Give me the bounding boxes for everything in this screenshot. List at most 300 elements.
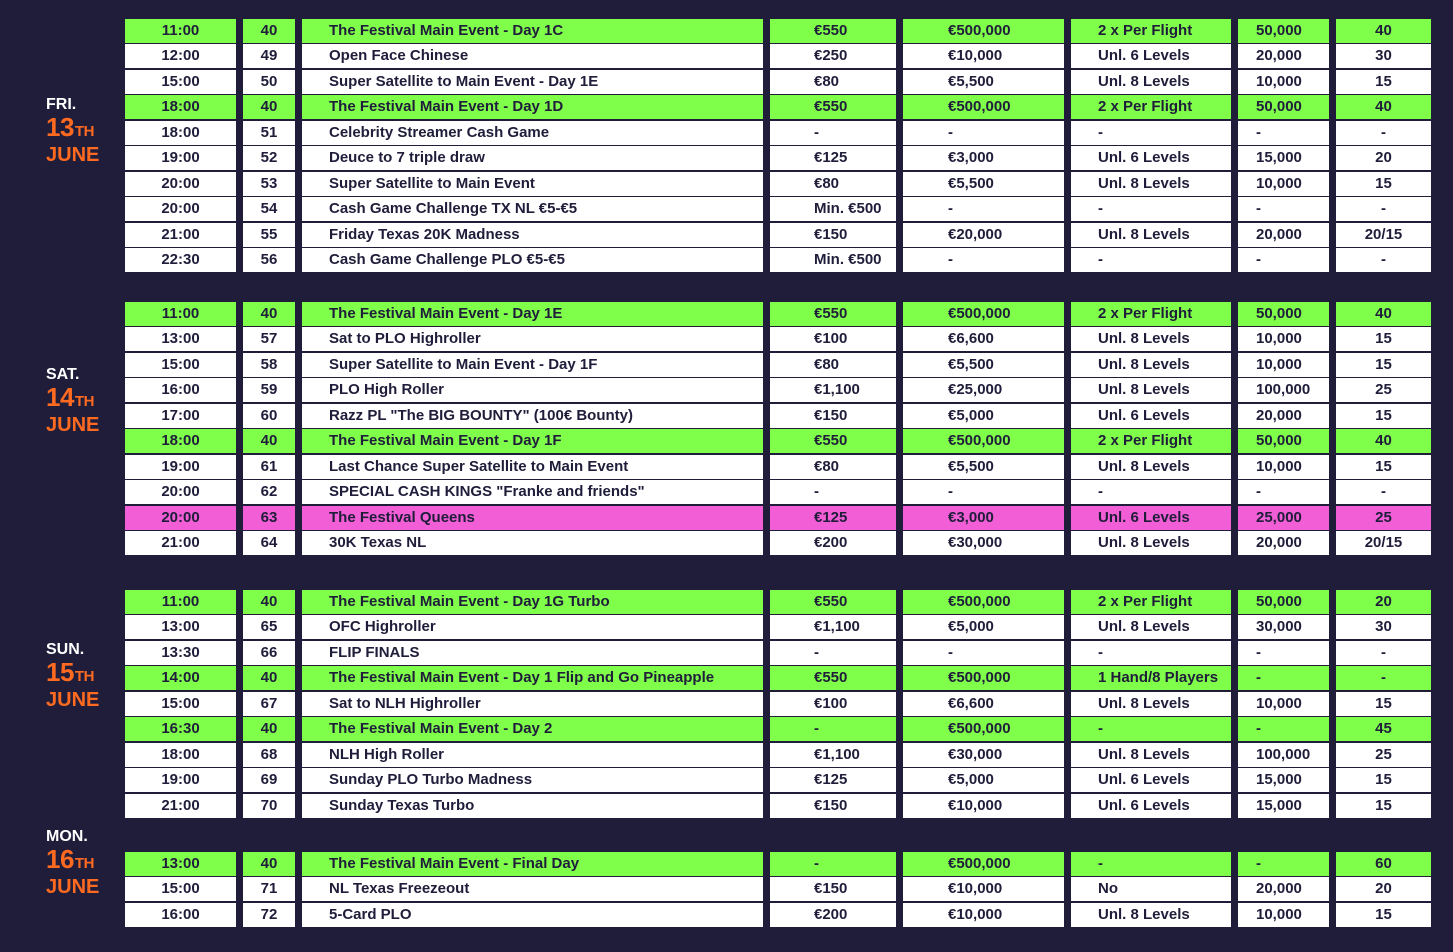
event-number-cell: 40 bbox=[243, 429, 295, 453]
re-entry-cell: - bbox=[1071, 480, 1231, 504]
time-cell: 22:30 bbox=[125, 248, 236, 272]
buyin-cell: €1,100 bbox=[770, 378, 896, 402]
schedule-row bbox=[0, 903, 1453, 927]
time-cell: 19:00 bbox=[125, 455, 236, 479]
day-of-week: SAT. bbox=[46, 366, 80, 383]
schedule-row bbox=[0, 19, 1453, 43]
starting-stack-cell: 50,000 bbox=[1238, 302, 1329, 326]
time-cell: 19:00 bbox=[125, 146, 236, 170]
prize-pool-cell: €25,000 bbox=[903, 378, 1064, 402]
prize-pool-cell: €10,000 bbox=[903, 903, 1064, 927]
time-cell: 13:00 bbox=[125, 615, 236, 639]
time-cell: 15:00 bbox=[125, 692, 236, 716]
level-minutes-cell: 25 bbox=[1336, 378, 1431, 402]
prize-pool-cell: €6,600 bbox=[903, 692, 1064, 716]
buyin-cell: €150 bbox=[770, 223, 896, 247]
time-cell: 13:30 bbox=[125, 641, 236, 665]
prize-pool-cell: €500,000 bbox=[903, 666, 1064, 690]
starting-stack-cell: 10,000 bbox=[1238, 455, 1329, 479]
event-number-cell: 69 bbox=[243, 768, 295, 792]
starting-stack-cell: - bbox=[1238, 248, 1329, 272]
event-number-cell: 40 bbox=[243, 717, 295, 741]
re-entry-cell: - bbox=[1071, 197, 1231, 221]
event-name-cell: SPECIAL CASH KINGS "Franke and friends" bbox=[302, 480, 763, 504]
event-number-cell: 51 bbox=[243, 121, 295, 145]
starting-stack-cell: 20,000 bbox=[1238, 877, 1329, 901]
time-cell: 18:00 bbox=[125, 429, 236, 453]
event-name-cell: Sat to NLH Highroller bbox=[302, 692, 763, 716]
level-minutes-cell: 40 bbox=[1336, 95, 1431, 119]
event-number-cell: 65 bbox=[243, 615, 295, 639]
buyin-cell: €80 bbox=[770, 70, 896, 94]
level-minutes-cell: 30 bbox=[1336, 615, 1431, 639]
re-entry-cell: Unl. 8 Levels bbox=[1071, 903, 1231, 927]
schedule-row bbox=[0, 794, 1453, 818]
starting-stack-cell: - bbox=[1238, 121, 1329, 145]
time-cell: 16:00 bbox=[125, 903, 236, 927]
buyin-cell: €100 bbox=[770, 327, 896, 351]
re-entry-cell: - bbox=[1071, 852, 1231, 876]
prize-pool-cell: €5,500 bbox=[903, 70, 1064, 94]
buyin-cell: €550 bbox=[770, 19, 896, 43]
re-entry-cell: Unl. 6 Levels bbox=[1071, 768, 1231, 792]
starting-stack-cell: 15,000 bbox=[1238, 146, 1329, 170]
buyin-cell: €150 bbox=[770, 794, 896, 818]
level-minutes-cell: - bbox=[1336, 666, 1431, 690]
schedule-row bbox=[0, 768, 1453, 792]
re-entry-cell: Unl. 8 Levels bbox=[1071, 615, 1231, 639]
schedule-row bbox=[0, 302, 1453, 326]
starting-stack-cell: 10,000 bbox=[1238, 172, 1329, 196]
buyin-cell: €550 bbox=[770, 666, 896, 690]
time-cell: 11:00 bbox=[125, 590, 236, 614]
level-minutes-cell: - bbox=[1336, 121, 1431, 145]
level-minutes-cell: 20 bbox=[1336, 877, 1431, 901]
prize-pool-cell: €500,000 bbox=[903, 302, 1064, 326]
prize-pool-cell: €500,000 bbox=[903, 852, 1064, 876]
prize-pool-cell: €10,000 bbox=[903, 877, 1064, 901]
re-entry-cell: Unl. 8 Levels bbox=[1071, 327, 1231, 351]
buyin-cell: Min. €500 bbox=[770, 248, 896, 272]
event-number-cell: 49 bbox=[243, 44, 295, 68]
level-minutes-cell: 40 bbox=[1336, 302, 1431, 326]
re-entry-cell: Unl. 8 Levels bbox=[1071, 743, 1231, 767]
level-minutes-cell: 40 bbox=[1336, 19, 1431, 43]
schedule-row bbox=[0, 852, 1453, 876]
starting-stack-cell: - bbox=[1238, 641, 1329, 665]
event-name-cell: The Festival Main Event - Day 1E bbox=[302, 302, 763, 326]
starting-stack-cell: 50,000 bbox=[1238, 19, 1329, 43]
event-number-cell: 58 bbox=[243, 353, 295, 377]
event-number-cell: 40 bbox=[243, 590, 295, 614]
event-name-cell: Razz PL "The BIG BOUNTY" (100€ Bounty) bbox=[302, 404, 763, 428]
level-minutes-cell: 15 bbox=[1336, 172, 1431, 196]
schedule-row bbox=[0, 404, 1453, 428]
event-number-cell: 67 bbox=[243, 692, 295, 716]
event-name-cell: Super Satellite to Main Event - Day 1F bbox=[302, 353, 763, 377]
time-cell: 15:00 bbox=[125, 877, 236, 901]
event-name-cell: The Festival Main Event - Day 1G Turbo bbox=[302, 590, 763, 614]
buyin-cell: €80 bbox=[770, 172, 896, 196]
starting-stack-cell: 30,000 bbox=[1238, 615, 1329, 639]
level-minutes-cell: 15 bbox=[1336, 794, 1431, 818]
schedule-row bbox=[0, 172, 1453, 196]
buyin-cell: €100 bbox=[770, 692, 896, 716]
schedule-row bbox=[0, 641, 1453, 665]
event-name-cell: 5-Card PLO bbox=[302, 903, 763, 927]
level-minutes-cell: 40 bbox=[1336, 429, 1431, 453]
time-cell: 11:00 bbox=[125, 302, 236, 326]
event-name-cell: Open Face Chinese bbox=[302, 44, 763, 68]
prize-pool-cell: €500,000 bbox=[903, 95, 1064, 119]
buyin-cell: €125 bbox=[770, 146, 896, 170]
re-entry-cell: Unl. 8 Levels bbox=[1071, 531, 1231, 555]
starting-stack-cell: 10,000 bbox=[1238, 353, 1329, 377]
prize-pool-cell: €5,000 bbox=[903, 768, 1064, 792]
level-minutes-cell: - bbox=[1336, 480, 1431, 504]
time-cell: 17:00 bbox=[125, 404, 236, 428]
event-name-cell: The Festival Queens bbox=[302, 506, 763, 530]
event-name-cell: The Festival Main Event - Final Day bbox=[302, 852, 763, 876]
starting-stack-cell: 50,000 bbox=[1238, 95, 1329, 119]
day-suffix: TH bbox=[74, 393, 94, 410]
time-cell: 14:00 bbox=[125, 666, 236, 690]
event-name-cell: PLO High Roller bbox=[302, 378, 763, 402]
level-minutes-cell: 15 bbox=[1336, 70, 1431, 94]
schedule-row bbox=[0, 223, 1453, 247]
event-number-cell: 61 bbox=[243, 455, 295, 479]
day-number: 15 bbox=[46, 657, 74, 687]
event-number-cell: 40 bbox=[243, 302, 295, 326]
level-minutes-cell: 45 bbox=[1336, 717, 1431, 741]
event-name-cell: FLIP FINALS bbox=[302, 641, 763, 665]
event-name-cell: Sat to PLO Highroller bbox=[302, 327, 763, 351]
level-minutes-cell: 20/15 bbox=[1336, 531, 1431, 555]
event-name-cell: Last Chance Super Satellite to Main Event bbox=[302, 455, 763, 479]
schedule-row bbox=[0, 353, 1453, 377]
prize-pool-cell: €30,000 bbox=[903, 531, 1064, 555]
re-entry-cell: Unl. 6 Levels bbox=[1071, 794, 1231, 818]
time-cell: 11:00 bbox=[125, 19, 236, 43]
event-name-cell: Sunday Texas Turbo bbox=[302, 794, 763, 818]
starting-stack-cell: 100,000 bbox=[1238, 378, 1329, 402]
schedule-row bbox=[0, 877, 1453, 901]
re-entry-cell: Unl. 8 Levels bbox=[1071, 223, 1231, 247]
buyin-cell: €200 bbox=[770, 903, 896, 927]
re-entry-cell: Unl. 6 Levels bbox=[1071, 44, 1231, 68]
day-month: JUNE bbox=[46, 876, 100, 898]
time-cell: 18:00 bbox=[125, 743, 236, 767]
schedule-row bbox=[0, 531, 1453, 555]
buyin-cell: €80 bbox=[770, 353, 896, 377]
event-name-cell: The Festival Main Event - Day 1D bbox=[302, 95, 763, 119]
schedule-row bbox=[0, 666, 1453, 690]
day-suffix: TH bbox=[74, 668, 94, 685]
level-minutes-cell: - bbox=[1336, 197, 1431, 221]
event-name-cell: The Festival Main Event - Day 1C bbox=[302, 19, 763, 43]
event-number-cell: 55 bbox=[243, 223, 295, 247]
level-minutes-cell: 15 bbox=[1336, 903, 1431, 927]
time-cell: 18:00 bbox=[125, 95, 236, 119]
event-name-cell: Cash Game Challenge PLO €5-€5 bbox=[302, 248, 763, 272]
prize-pool-cell: €5,500 bbox=[903, 353, 1064, 377]
schedule-row bbox=[0, 455, 1453, 479]
re-entry-cell: Unl. 6 Levels bbox=[1071, 146, 1231, 170]
level-minutes-cell: 20 bbox=[1336, 590, 1431, 614]
starting-stack-cell: - bbox=[1238, 480, 1329, 504]
schedule-row bbox=[0, 506, 1453, 530]
event-number-cell: 72 bbox=[243, 903, 295, 927]
event-number-cell: 63 bbox=[243, 506, 295, 530]
schedule-row bbox=[0, 429, 1453, 453]
starting-stack-cell: 15,000 bbox=[1238, 794, 1329, 818]
prize-pool-cell: - bbox=[903, 197, 1064, 221]
level-minutes-cell: 15 bbox=[1336, 455, 1431, 479]
buyin-cell: €125 bbox=[770, 506, 896, 530]
prize-pool-cell: €3,000 bbox=[903, 146, 1064, 170]
event-name-cell: Sunday PLO Turbo Madness bbox=[302, 768, 763, 792]
buyin-cell: - bbox=[770, 480, 896, 504]
buyin-cell: €150 bbox=[770, 404, 896, 428]
event-number-cell: 66 bbox=[243, 641, 295, 665]
buyin-cell: - bbox=[770, 717, 896, 741]
starting-stack-cell: 15,000 bbox=[1238, 768, 1329, 792]
re-entry-cell: Unl. 6 Levels bbox=[1071, 404, 1231, 428]
prize-pool-cell: €500,000 bbox=[903, 19, 1064, 43]
event-name-cell: Super Satellite to Main Event - Day 1E bbox=[302, 70, 763, 94]
buyin-cell: Min. €500 bbox=[770, 197, 896, 221]
time-cell: 21:00 bbox=[125, 223, 236, 247]
event-name-cell: The Festival Main Event - Day 1 Flip and Go Pineapple bbox=[302, 666, 763, 690]
time-cell: 20:00 bbox=[125, 480, 236, 504]
buyin-cell: - bbox=[770, 641, 896, 665]
prize-pool-cell: €500,000 bbox=[903, 590, 1064, 614]
prize-pool-cell: - bbox=[903, 641, 1064, 665]
starting-stack-cell: 10,000 bbox=[1238, 327, 1329, 351]
event-number-cell: 57 bbox=[243, 327, 295, 351]
event-number-cell: 68 bbox=[243, 743, 295, 767]
event-name-cell: NLH High Roller bbox=[302, 743, 763, 767]
starting-stack-cell: 20,000 bbox=[1238, 44, 1329, 68]
level-minutes-cell: 60 bbox=[1336, 852, 1431, 876]
buyin-cell: €1,100 bbox=[770, 743, 896, 767]
buyin-cell: €550 bbox=[770, 590, 896, 614]
level-minutes-cell: - bbox=[1336, 248, 1431, 272]
day-number: 14 bbox=[46, 382, 74, 412]
time-cell: 13:00 bbox=[125, 852, 236, 876]
event-number-cell: 52 bbox=[243, 146, 295, 170]
event-name-cell: OFC Highroller bbox=[302, 615, 763, 639]
day-of-week: MON. bbox=[46, 828, 88, 845]
re-entry-cell: 2 x Per Flight bbox=[1071, 95, 1231, 119]
event-name-cell: 30K Texas NL bbox=[302, 531, 763, 555]
time-cell: 20:00 bbox=[125, 172, 236, 196]
prize-pool-cell: €10,000 bbox=[903, 794, 1064, 818]
schedule-row bbox=[0, 95, 1453, 119]
event-number-cell: 40 bbox=[243, 852, 295, 876]
re-entry-cell: Unl. 8 Levels bbox=[1071, 172, 1231, 196]
time-cell: 13:00 bbox=[125, 327, 236, 351]
starting-stack-cell: 10,000 bbox=[1238, 903, 1329, 927]
level-minutes-cell: 15 bbox=[1336, 404, 1431, 428]
re-entry-cell: Unl. 8 Levels bbox=[1071, 353, 1231, 377]
buyin-cell: €550 bbox=[770, 302, 896, 326]
starting-stack-cell: 20,000 bbox=[1238, 404, 1329, 428]
day-suffix: TH bbox=[74, 123, 94, 140]
schedule-row bbox=[0, 378, 1453, 402]
schedule-row bbox=[0, 689, 1453, 716]
day-suffix: TH bbox=[74, 855, 94, 872]
re-entry-cell: No bbox=[1071, 877, 1231, 901]
time-cell: 19:00 bbox=[125, 768, 236, 792]
starting-stack-cell: - bbox=[1238, 717, 1329, 741]
schedule-row bbox=[0, 70, 1453, 94]
event-number-cell: 53 bbox=[243, 172, 295, 196]
prize-pool-cell: €3,000 bbox=[903, 506, 1064, 530]
time-cell: 16:30 bbox=[125, 717, 236, 741]
time-cell: 16:00 bbox=[125, 378, 236, 402]
buyin-cell: €250 bbox=[770, 44, 896, 68]
level-minutes-cell: - bbox=[1336, 641, 1431, 665]
prize-pool-cell: €5,500 bbox=[903, 172, 1064, 196]
day-number: 16 bbox=[46, 844, 74, 874]
prize-pool-cell: - bbox=[903, 480, 1064, 504]
re-entry-cell: - bbox=[1071, 248, 1231, 272]
re-entry-cell: Unl. 8 Levels bbox=[1071, 455, 1231, 479]
buyin-cell: €80 bbox=[770, 455, 896, 479]
level-minutes-cell: 25 bbox=[1336, 506, 1431, 530]
event-number-cell: 54 bbox=[243, 197, 295, 221]
event-name-cell: Celebrity Streamer Cash Game bbox=[302, 121, 763, 145]
buyin-cell: - bbox=[770, 852, 896, 876]
buyin-cell: - bbox=[770, 121, 896, 145]
re-entry-cell: - bbox=[1071, 121, 1231, 145]
event-number-cell: 40 bbox=[243, 19, 295, 43]
event-number-cell: 64 bbox=[243, 531, 295, 555]
starting-stack-cell: 20,000 bbox=[1238, 531, 1329, 555]
prize-pool-cell: - bbox=[903, 121, 1064, 145]
event-name-cell: The Festival Main Event - Day 2 bbox=[302, 717, 763, 741]
starting-stack-cell: 50,000 bbox=[1238, 590, 1329, 614]
prize-pool-cell: - bbox=[903, 248, 1064, 272]
event-number-cell: 62 bbox=[243, 480, 295, 504]
event-name-cell: Cash Game Challenge TX NL €5-€5 bbox=[302, 197, 763, 221]
re-entry-cell: 2 x Per Flight bbox=[1071, 302, 1231, 326]
level-minutes-cell: 15 bbox=[1336, 353, 1431, 377]
schedule-row bbox=[0, 480, 1453, 504]
re-entry-cell: 1 Hand/8 Players bbox=[1071, 666, 1231, 690]
schedule-row bbox=[0, 146, 1453, 170]
prize-pool-cell: €5,000 bbox=[903, 615, 1064, 639]
schedule-row bbox=[0, 590, 1453, 614]
time-cell: 15:00 bbox=[125, 70, 236, 94]
starting-stack-cell: - bbox=[1238, 852, 1329, 876]
day-of-week: FRI. bbox=[46, 96, 77, 113]
schedule-row bbox=[0, 44, 1453, 68]
starting-stack-cell: 100,000 bbox=[1238, 743, 1329, 767]
event-name-cell: Deuce to 7 triple draw bbox=[302, 146, 763, 170]
event-name-cell: NL Texas Freezeout bbox=[302, 877, 763, 901]
re-entry-cell: Unl. 8 Levels bbox=[1071, 692, 1231, 716]
event-number-cell: 71 bbox=[243, 877, 295, 901]
day-month: JUNE bbox=[46, 414, 100, 436]
re-entry-cell: 2 x Per Flight bbox=[1071, 429, 1231, 453]
buyin-cell: €550 bbox=[770, 95, 896, 119]
event-number-cell: 40 bbox=[243, 666, 295, 690]
level-minutes-cell: 15 bbox=[1336, 692, 1431, 716]
event-name-cell: Friday Texas 20K Madness bbox=[302, 223, 763, 247]
level-minutes-cell: 20/15 bbox=[1336, 223, 1431, 247]
re-entry-cell: Unl. 8 Levels bbox=[1071, 378, 1231, 402]
event-number-cell: 40 bbox=[243, 95, 295, 119]
buyin-cell: €125 bbox=[770, 768, 896, 792]
prize-pool-cell: €5,000 bbox=[903, 404, 1064, 428]
event-name-cell: The Festival Main Event - Day 1F bbox=[302, 429, 763, 453]
re-entry-cell: - bbox=[1071, 717, 1231, 741]
event-number-cell: 70 bbox=[243, 794, 295, 818]
prize-pool-cell: €20,000 bbox=[903, 223, 1064, 247]
prize-pool-cell: €6,600 bbox=[903, 327, 1064, 351]
day-month: JUNE bbox=[46, 689, 100, 711]
event-number-cell: 56 bbox=[243, 248, 295, 272]
starting-stack-cell: 10,000 bbox=[1238, 692, 1329, 716]
event-name-cell: Super Satellite to Main Event bbox=[302, 172, 763, 196]
re-entry-cell: Unl. 8 Levels bbox=[1071, 70, 1231, 94]
schedule-row bbox=[0, 743, 1453, 767]
buyin-cell: €1,100 bbox=[770, 615, 896, 639]
level-minutes-cell: 25 bbox=[1336, 743, 1431, 767]
starting-stack-cell: - bbox=[1238, 197, 1329, 221]
time-cell: 21:00 bbox=[125, 531, 236, 555]
prize-pool-cell: €30,000 bbox=[903, 743, 1064, 767]
time-cell: 20:00 bbox=[125, 197, 236, 221]
schedule-row bbox=[0, 615, 1453, 639]
prize-pool-cell: €500,000 bbox=[903, 717, 1064, 741]
prize-pool-cell: €500,000 bbox=[903, 429, 1064, 453]
starting-stack-cell: 50,000 bbox=[1238, 429, 1329, 453]
day-of-week: SUN. bbox=[46, 641, 85, 658]
day-month: JUNE bbox=[46, 144, 100, 166]
time-cell: 18:00 bbox=[125, 121, 236, 145]
day-number: 13 bbox=[46, 112, 74, 142]
starting-stack-cell: 20,000 bbox=[1238, 223, 1329, 247]
level-minutes-cell: 20 bbox=[1336, 146, 1431, 170]
schedule-row bbox=[0, 197, 1453, 221]
time-cell: 20:00 bbox=[125, 506, 236, 530]
buyin-cell: €150 bbox=[770, 877, 896, 901]
event-number-cell: 59 bbox=[243, 378, 295, 402]
re-entry-cell: 2 x Per Flight bbox=[1071, 19, 1231, 43]
starting-stack-cell: 25,000 bbox=[1238, 506, 1329, 530]
schedule-row bbox=[0, 121, 1453, 145]
buyin-cell: €200 bbox=[770, 531, 896, 555]
re-entry-cell: Unl. 6 Levels bbox=[1071, 506, 1231, 530]
starting-stack-cell: 10,000 bbox=[1238, 70, 1329, 94]
re-entry-cell: - bbox=[1071, 641, 1231, 665]
schedule-row bbox=[0, 248, 1453, 272]
time-cell: 12:00 bbox=[125, 44, 236, 68]
prize-pool-cell: €10,000 bbox=[903, 44, 1064, 68]
re-entry-cell: 2 x Per Flight bbox=[1071, 590, 1231, 614]
level-minutes-cell: 15 bbox=[1336, 327, 1431, 351]
schedule-row bbox=[0, 327, 1453, 351]
prize-pool-cell: €5,500 bbox=[903, 455, 1064, 479]
event-number-cell: 60 bbox=[243, 404, 295, 428]
starting-stack-cell: - bbox=[1238, 666, 1329, 690]
level-minutes-cell: 30 bbox=[1336, 44, 1431, 68]
schedule-row bbox=[0, 717, 1453, 741]
level-minutes-cell: 15 bbox=[1336, 768, 1431, 792]
